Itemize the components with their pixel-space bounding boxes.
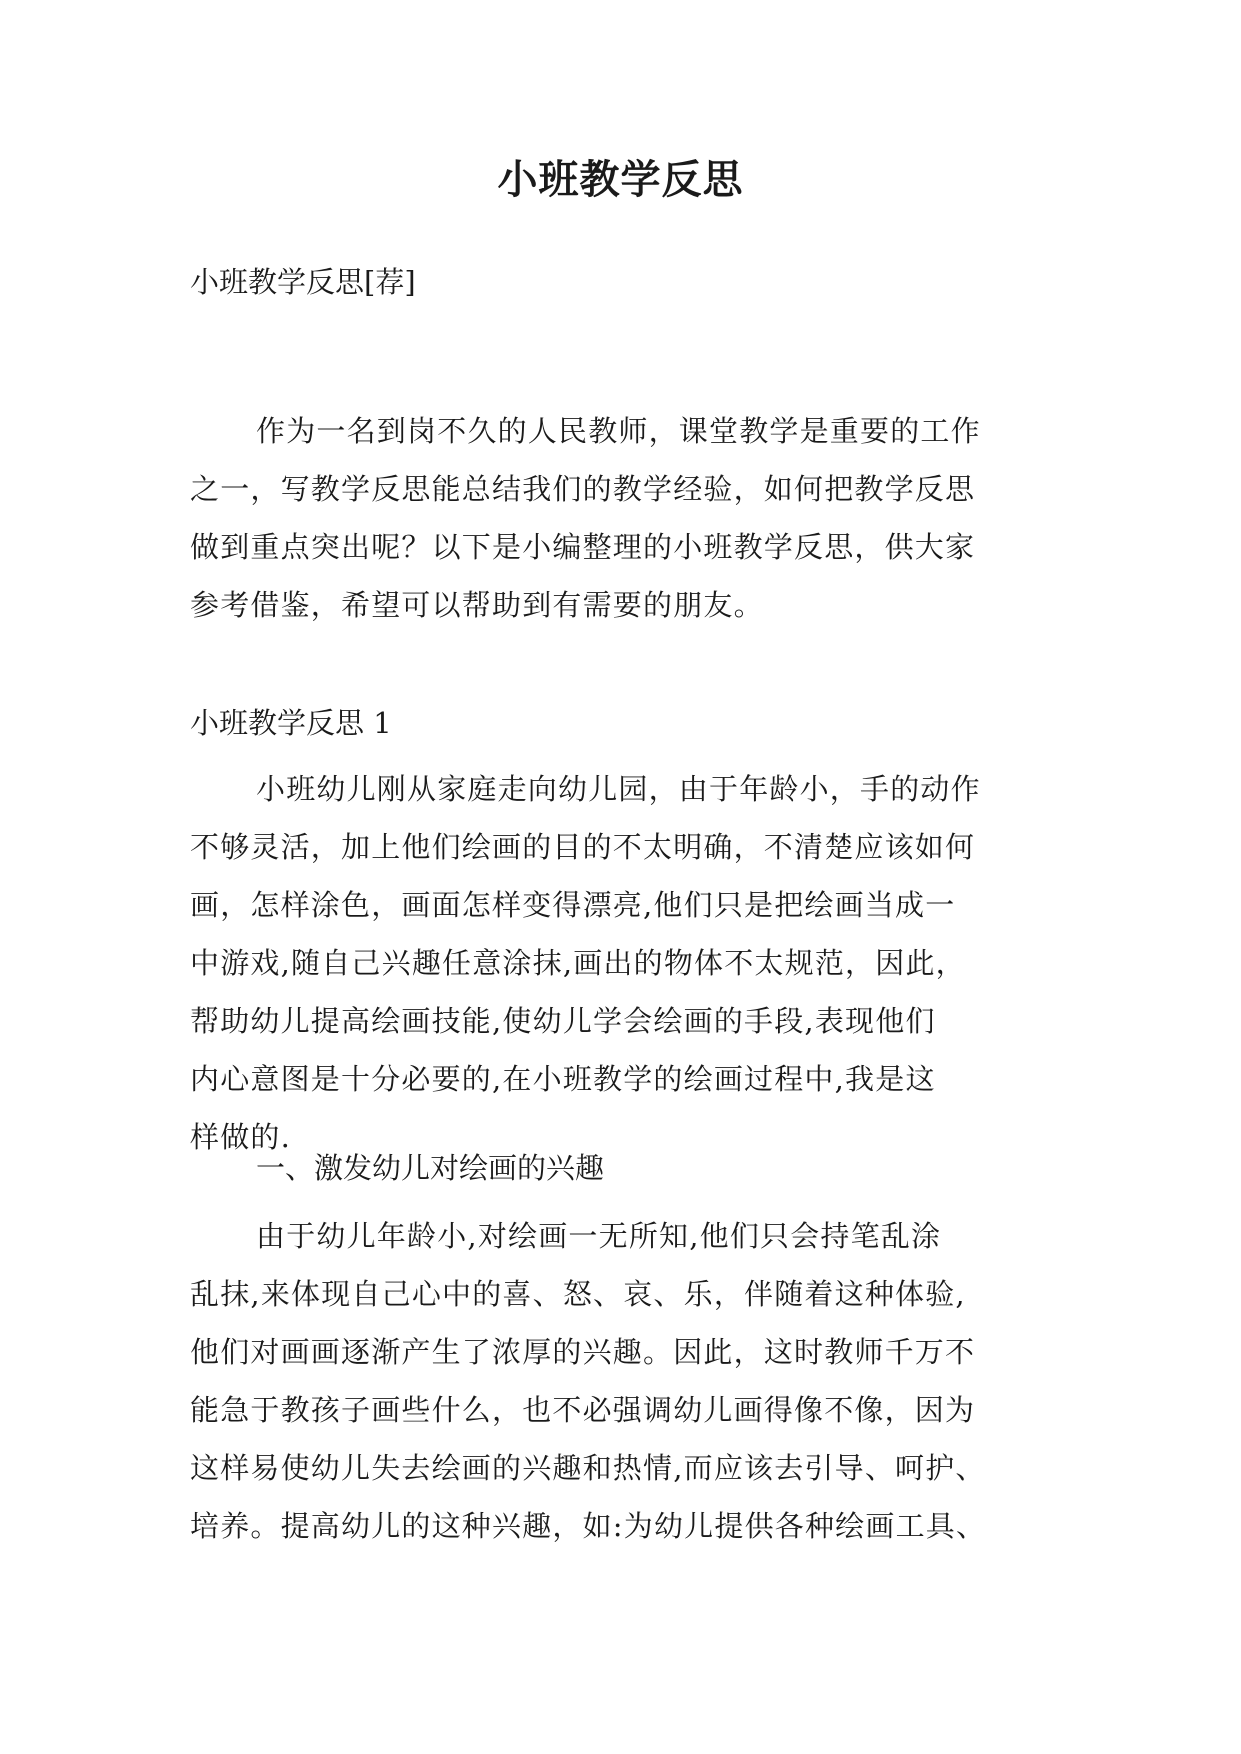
paragraph-line: 不够灵活，加上他们绘画的目的不太明确，不清楚应该如何 [190,830,976,864]
paragraph-line: 做到重点突出呢？以下是小编整理的小班教学反思，供大家 [190,530,976,564]
paragraph-line: 培养。提高幼儿的这种兴趣，如:为幼儿提供各种绘画工具、 [190,1509,987,1543]
section-heading: 小班教学反思 1 [190,706,392,740]
paragraph-line: 帮助幼儿提高绘画技能,使幼儿学会绘画的手段,表现他们 [190,1004,936,1038]
page-title: 小班教学反思 [497,156,744,203]
paragraph-line: 画，怎样涂色，画面怎样变得漂亮,他们只是把绘画当成一 [190,888,956,922]
paragraph-line: 由于幼儿年龄小,对绘画一无所知,他们只会持笔乱涂 [256,1219,942,1253]
intro-paragraph [190,402,1060,634]
paragraph-line: 乱抹,来体现自己心中的喜、怒、哀、乐，伴随着这种体验, [190,1277,966,1311]
section-paragraph [190,760,1060,1166]
paragraph-line: 内心意图是十分必要的,在小班教学的绘画过程中,我是这 [190,1062,936,1096]
paragraph-line: 作为一名到岗不久的人民教师，课堂教学是重要的工作 [256,414,981,448]
subsection-heading: 一、激发幼儿对绘画的兴趣 [256,1151,605,1185]
paragraph-line: 这样易使幼儿失去绘画的兴趣和热情,而应该去引导、呵护、 [190,1451,986,1485]
subsection-paragraph [190,1207,1060,1555]
paragraph-line: 他们对画画逐渐产生了浓厚的兴趣。因此，这时教师千万不 [190,1335,976,1369]
document-subtitle: 小班教学反思[荐] [190,265,416,299]
paragraph-line: 参考借鉴，希望可以帮助到有需要的朋友。 [190,588,764,622]
paragraph-line: 之一，写教学反思能总结我们的教学经验，如何把教学反思 [190,472,976,506]
paragraph-line: 能急于教孩子画些什么，也不必强调幼儿画得像不像，因为 [190,1393,976,1427]
paragraph-line: 中游戏,随自己兴趣任意涂抹,画出的物体不太规范，因此， [190,946,966,980]
paragraph-line: 样做的. [190,1120,292,1154]
paragraph-line: 小班幼儿刚从家庭走向幼儿园，由于年龄小，手的动作 [256,772,981,806]
